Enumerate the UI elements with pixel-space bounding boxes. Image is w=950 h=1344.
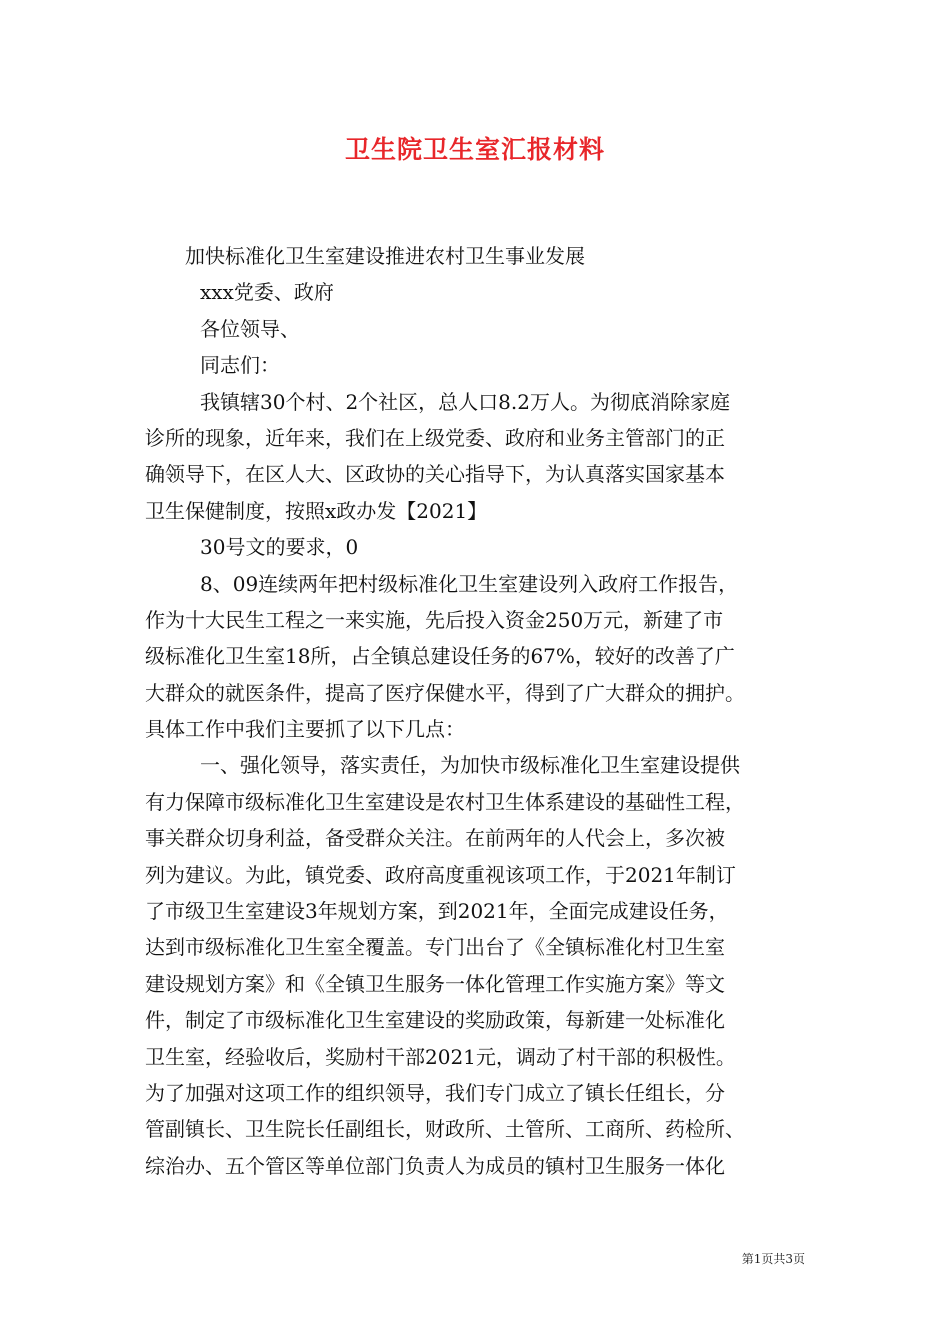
salutation-line: 同志们： (200, 353, 280, 378)
paragraph-line: 卫生保健制度，按照x政办发【2021】 (145, 498, 488, 523)
paragraph-line: 卫生室，经验收后，奖励村干部2021元，调动了村干部的积极性。 (145, 1044, 736, 1069)
paragraph-line: 达到市级标准化卫生室全覆盖。专门出台了《全镇标准化村卫生室 (145, 935, 725, 960)
paragraph-line: 事关群众切身利益，备受群众关注。在前两年的人代会上，多次被 (145, 826, 725, 851)
paragraph-line: 建设规划方案》和《全镇卫生服务一体化管理工作实施方案》等文 (145, 971, 725, 996)
paragraph-line: 确领导下，在区人大、区政协的关心指导下，为认真落实国家基本 (145, 462, 725, 487)
page-number: 第1页共3页 (741, 1252, 805, 1266)
salutation-line: 各位领导、 (200, 316, 300, 341)
document-title: 卫生院卫生室汇报材料 (344, 135, 605, 164)
paragraph-line: 综治办、五个管区等单位部门负责人为成员的镇村卫生服务一体化 (145, 1153, 725, 1178)
paragraph-line: 8、09连续两年把村级标准化卫生室建设列入政府工作报告， (200, 571, 739, 596)
paragraph-line: 30号文的要求，0 (200, 535, 359, 560)
paragraph-line: 一、强化领导，落实责任，为加快市级标准化卫生室建设提供 (200, 753, 740, 778)
paragraph-line: 有力保障市级标准化卫生室建设是农村卫生体系建设的基础性工程， (145, 789, 745, 814)
sender-line: xxx党委、政府 (200, 280, 334, 305)
paragraph-line: 诊所的现象，近年来，我们在上级党委、政府和业务主管部门的正 (145, 425, 725, 450)
paragraph-line: 级标准化卫生室18所，占全镇总建设任务的67%，较好的改善了广 (145, 644, 735, 669)
paragraph-line: 列为建议。为此，镇党委、政府高度重视该项工作，于2021年制订 (145, 862, 736, 887)
paragraph-line: 作为十大民生工程之一来实施，先后投入资金250万元，新建了市 (145, 607, 724, 632)
paragraph-line: 了市级卫生室建设3年规划方案，到2021年，全面完成建设任务， (145, 899, 729, 924)
paragraph-line: 件，制定了市级标准化卫生室建设的奖励政策，每新建一处标准化 (145, 1008, 725, 1033)
document-body (145, 238, 825, 1184)
subtitle-line: 加快标准化卫生室建设推进农村卫生事业发展 (185, 244, 585, 268)
paragraph-line: 管副镇长、卫生院长任副组长，财政所、土管所、工商所、药检所、 (145, 1117, 745, 1142)
paragraph-line: 大群众的就医条件，提高了医疗保健水平，得到了广大群众的拥护。 (145, 680, 745, 705)
paragraph-line: 我镇辖30个村、2个社区，总人口8.2万人。为彻底消除家庭 (200, 389, 730, 414)
paragraph-line: 具体工作中我们主要抓了以下几点： (145, 717, 465, 742)
paragraph-line: 为了加强对这项工作的组织领导，我们专门成立了镇长任组长，分 (145, 1080, 725, 1105)
